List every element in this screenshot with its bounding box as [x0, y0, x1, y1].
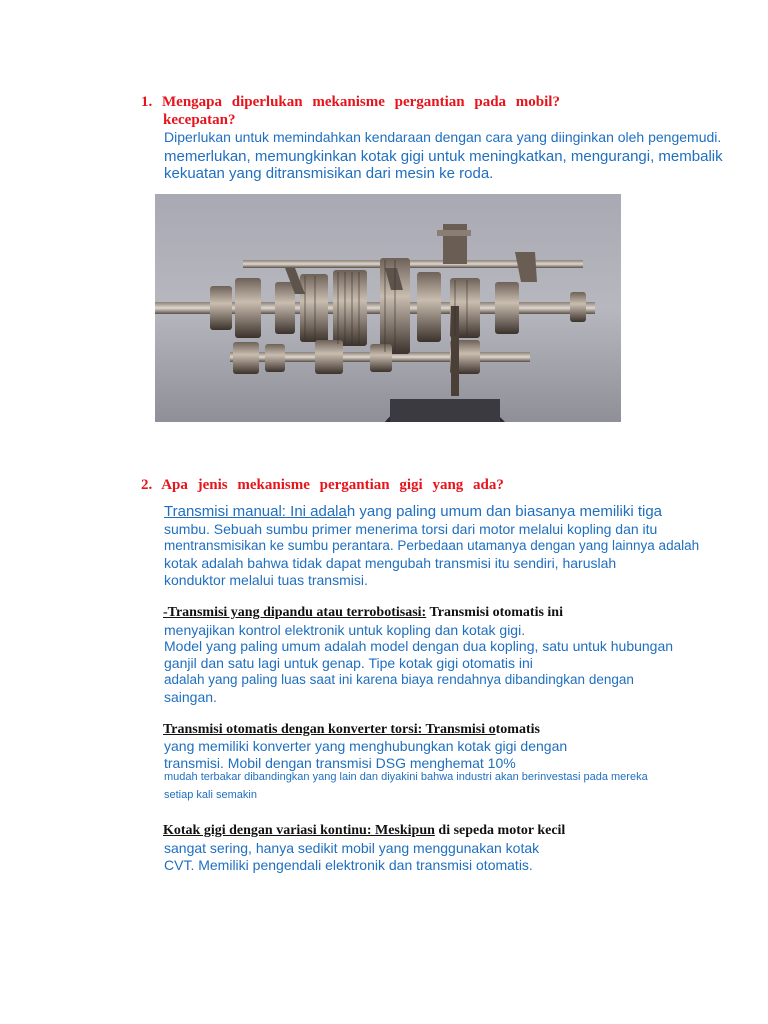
converter-heading	[163, 722, 540, 738]
question-2-text: Apa jenis mekanisme pergantian gigi yang ada?	[161, 477, 504, 493]
converter-line3: transmisi. Mobil dengan transmisi DSG menghemat 10%	[164, 755, 516, 771]
question-2-number: 2.	[141, 477, 153, 493]
cvt-line3: CVT. Memiliki pengendali elektronik dan transmisi otomatis.	[164, 857, 533, 873]
question-1-line1	[141, 94, 560, 111]
robotized-heading-underlined: -Transmisi yang dipandu atau terrobotisasi:	[163, 605, 427, 620]
converter-line5: setiap kali semakin	[164, 789, 257, 801]
cvt-heading-underlined: Kotak gigi dengan variasi kontinu: Meskipun	[163, 823, 435, 838]
robotized-line3: Model yang paling umum adalah model dengan dua kopling, satu untuk hubungan	[164, 638, 674, 654]
converter-heading-rest: tomatis	[495, 722, 540, 737]
manual-line5: konduktor melalui tuas transmisi.	[164, 572, 368, 588]
cvt-heading-rest: di sepeda motor kecil	[434, 823, 566, 838]
manual-line1	[164, 503, 662, 520]
robotized-line6: saingan.	[164, 689, 217, 705]
converter-line4: mudah terbakar dibandingkan yang lain dan diyakini bahwa industri akan berinvestasi pada mereka	[164, 771, 648, 783]
robotized-heading	[163, 605, 563, 621]
gearbox-photo	[155, 194, 621, 422]
converter-line2: yang memiliki konverter yang menghubungkan kotak gigi dengan	[164, 738, 568, 754]
question-1-number: 1.	[141, 94, 153, 110]
robotized-line4: ganjil dan satu lagi untuk genap. Tipe kotak gigi otomatis ini	[164, 655, 533, 671]
cvt-heading	[163, 823, 565, 839]
manual-lead-underlined: Transmisi manual: Ini adala	[164, 503, 347, 520]
answer-1-line2: memerlukan, memungkinkan kotak gigi untuk meningkatkan, mengurangi, membalik	[164, 148, 723, 165]
manual-line3: mentransmisikan ke sumbu perantara. Perbedaan utamanya dengan yang lainnya adalah	[164, 538, 700, 553]
manual-lead-rest: h yang paling umum dan biasanya memiliki tiga	[346, 503, 663, 520]
cvt-line2: sangat sering, hanya sedikit mobil yang menggunakan kotak	[164, 840, 540, 856]
manual-line2: sumbu. Sebuah sumbu primer menerima torsi dari motor melalui kopling dan itu	[164, 521, 658, 537]
robotized-heading-rest: Transmisi otomatis ini	[426, 605, 563, 620]
answer-1-line3: kekuatan yang ditransmisikan dari mesin ke roda.	[164, 165, 494, 182]
manual-line4: kotak adalah bahwa tidak dapat mengubah transmisi itu sendiri, haruslah	[164, 555, 617, 571]
answer-1-line1: Diperlukan untuk memindahkan kendaraan dengan cara yang diinginkan oleh pengemudi.	[164, 129, 722, 145]
robotized-line5: adalah yang paling luas saat ini karena biaya rendahnya dibandingkan dengan	[164, 672, 634, 687]
question-1-text: Mengapa diperlukan mekanisme pergantian pada mobil?	[162, 94, 560, 110]
converter-heading-underlined: Transmisi otomatis dengan konverter torsi: Transmisi o	[163, 722, 496, 737]
question-1-line2: kecepatan?	[163, 112, 236, 128]
question-2	[141, 477, 504, 494]
robotized-line2: menyajikan kontrol elektronik untuk kopling dan kotak gigi.	[164, 622, 526, 638]
